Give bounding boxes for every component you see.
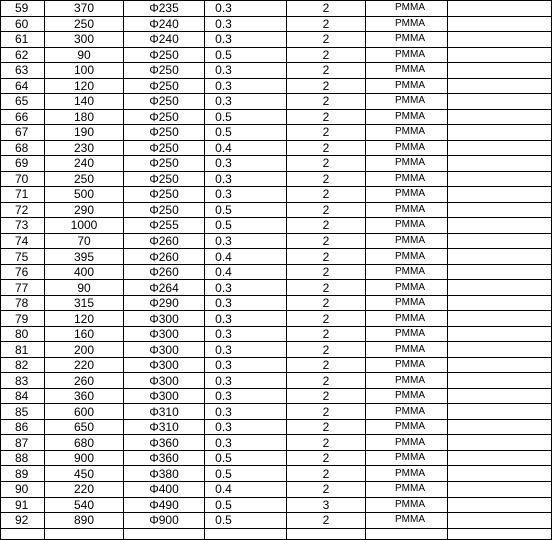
note-cell — [448, 481, 552, 497]
table-row — [1, 63, 552, 79]
thickness-cell: 0.4 — [205, 264, 287, 280]
row-number-cell: 87 — [1, 435, 45, 451]
table-row — [1, 481, 552, 497]
quantity-cell: 2 — [287, 1, 366, 17]
length-cell: 70 — [45, 233, 124, 249]
spec-table-body — [1, 1, 552, 540]
diameter-cell — [124, 528, 205, 539]
note-cell — [448, 32, 552, 48]
length-cell: 250 — [45, 171, 124, 187]
note-cell — [448, 295, 552, 311]
diameter-cell: Φ300 — [124, 357, 205, 373]
quantity-cell: 2 — [287, 280, 366, 296]
length-cell: 680 — [45, 435, 124, 451]
quantity-cell: 2 — [287, 513, 366, 529]
thickness-cell: 0.5 — [205, 513, 287, 529]
material-cell: PMMA — [366, 233, 448, 249]
row-number-cell: 60 — [1, 16, 45, 32]
note-cell — [448, 466, 552, 482]
table-row — [1, 528, 552, 539]
diameter-cell: Φ290 — [124, 295, 205, 311]
quantity-cell: 2 — [287, 156, 366, 172]
material-cell: PMMA — [366, 295, 448, 311]
row-number-cell: 75 — [1, 249, 45, 265]
length-cell: 160 — [45, 326, 124, 342]
diameter-cell: Φ250 — [124, 78, 205, 94]
thickness-cell: 0.3 — [205, 342, 287, 358]
diameter-cell: Φ250 — [124, 140, 205, 156]
quantity-cell: 2 — [287, 295, 366, 311]
length-cell: 540 — [45, 497, 124, 513]
thickness-cell: 0.3 — [205, 388, 287, 404]
diameter-cell: Φ300 — [124, 326, 205, 342]
quantity-cell: 2 — [287, 419, 366, 435]
note-cell — [448, 388, 552, 404]
diameter-cell: Φ235 — [124, 1, 205, 17]
thickness-cell: 0.3 — [205, 63, 287, 79]
note-cell — [448, 280, 552, 296]
row-number-cell: 77 — [1, 280, 45, 296]
length-cell: 650 — [45, 419, 124, 435]
row-number-cell: 73 — [1, 218, 45, 234]
thickness-cell: 0.3 — [205, 187, 287, 203]
row-number-cell: 80 — [1, 326, 45, 342]
material-cell — [366, 528, 448, 539]
row-number-cell: 91 — [1, 497, 45, 513]
note-cell — [448, 404, 552, 420]
length-cell — [45, 528, 124, 539]
quantity-cell: 2 — [287, 202, 366, 218]
length-cell: 890 — [45, 513, 124, 529]
note-cell — [448, 373, 552, 389]
row-number-cell: 74 — [1, 233, 45, 249]
note-cell — [448, 249, 552, 265]
row-number-cell: 59 — [1, 1, 45, 17]
quantity-cell: 2 — [287, 187, 366, 203]
note-cell — [448, 357, 552, 373]
row-number-cell: 81 — [1, 342, 45, 358]
material-cell: PMMA — [366, 109, 448, 125]
note-cell — [448, 233, 552, 249]
material-cell: PMMA — [366, 404, 448, 420]
quantity-cell: 2 — [287, 78, 366, 94]
quantity-cell: 2 — [287, 481, 366, 497]
quantity-cell: 2 — [287, 109, 366, 125]
thickness-cell: 0.3 — [205, 171, 287, 187]
table-row — [1, 295, 552, 311]
diameter-cell: Φ250 — [124, 187, 205, 203]
table-row — [1, 311, 552, 327]
diameter-cell: Φ250 — [124, 202, 205, 218]
row-number-cell: 86 — [1, 419, 45, 435]
thickness-cell: 0.5 — [205, 450, 287, 466]
diameter-cell: Φ240 — [124, 16, 205, 32]
thickness-cell: 0.5 — [205, 125, 287, 141]
length-cell: 370 — [45, 1, 124, 17]
material-cell: PMMA — [366, 497, 448, 513]
diameter-cell: Φ240 — [124, 32, 205, 48]
thickness-cell: 0.3 — [205, 94, 287, 110]
thickness-cell: 0.4 — [205, 249, 287, 265]
diameter-cell: Φ264 — [124, 280, 205, 296]
table-row — [1, 171, 552, 187]
material-cell: PMMA — [366, 187, 448, 203]
note-cell — [448, 187, 552, 203]
note-cell — [448, 47, 552, 63]
quantity-cell: 2 — [287, 450, 366, 466]
material-cell: PMMA — [366, 311, 448, 327]
length-cell: 250 — [45, 16, 124, 32]
quantity-cell — [287, 528, 366, 539]
diameter-cell: Φ255 — [124, 218, 205, 234]
diameter-cell: Φ260 — [124, 249, 205, 265]
thickness-cell: 0.3 — [205, 32, 287, 48]
diameter-cell: Φ310 — [124, 419, 205, 435]
note-cell — [448, 109, 552, 125]
table-row — [1, 47, 552, 63]
diameter-cell: Φ300 — [124, 311, 205, 327]
row-number-cell: 90 — [1, 481, 45, 497]
thickness-cell: 0.3 — [205, 311, 287, 327]
quantity-cell: 2 — [287, 373, 366, 389]
length-cell: 100 — [45, 63, 124, 79]
length-cell: 240 — [45, 156, 124, 172]
note-cell — [448, 450, 552, 466]
thickness-cell: 0.3 — [205, 78, 287, 94]
note-cell — [448, 16, 552, 32]
row-number-cell: 92 — [1, 513, 45, 529]
diameter-cell: Φ260 — [124, 264, 205, 280]
note-cell — [448, 125, 552, 141]
diameter-cell: Φ250 — [124, 109, 205, 125]
thickness-cell: 0.3 — [205, 280, 287, 296]
table-row — [1, 497, 552, 513]
row-number-cell: 69 — [1, 156, 45, 172]
table-row — [1, 156, 552, 172]
table-row — [1, 264, 552, 280]
length-cell: 120 — [45, 311, 124, 327]
table-row — [1, 202, 552, 218]
length-cell: 1000 — [45, 218, 124, 234]
table-row — [1, 78, 552, 94]
note-cell — [448, 528, 552, 539]
note-cell — [448, 156, 552, 172]
length-cell: 395 — [45, 249, 124, 265]
quantity-cell: 2 — [287, 47, 366, 63]
thickness-cell: 0.3 — [205, 16, 287, 32]
material-cell: PMMA — [366, 32, 448, 48]
material-cell: PMMA — [366, 280, 448, 296]
row-number-cell: 83 — [1, 373, 45, 389]
thickness-cell: 0.3 — [205, 326, 287, 342]
row-number-cell — [1, 528, 45, 539]
table-row — [1, 404, 552, 420]
length-cell: 450 — [45, 466, 124, 482]
length-cell: 140 — [45, 94, 124, 110]
material-cell: PMMA — [366, 218, 448, 234]
thickness-cell: 0.3 — [205, 435, 287, 451]
note-cell — [448, 419, 552, 435]
table-row — [1, 94, 552, 110]
quantity-cell: 2 — [287, 357, 366, 373]
diameter-cell: Φ250 — [124, 125, 205, 141]
length-cell: 315 — [45, 295, 124, 311]
row-number-cell: 72 — [1, 202, 45, 218]
material-cell: PMMA — [366, 388, 448, 404]
row-number-cell: 78 — [1, 295, 45, 311]
material-cell: PMMA — [366, 264, 448, 280]
diameter-cell: Φ380 — [124, 466, 205, 482]
quantity-cell: 2 — [287, 171, 366, 187]
note-cell — [448, 1, 552, 17]
note-cell — [448, 513, 552, 529]
length-cell: 230 — [45, 140, 124, 156]
material-cell: PMMA — [366, 63, 448, 79]
note-cell — [448, 435, 552, 451]
material-cell: PMMA — [366, 125, 448, 141]
material-cell: PMMA — [366, 47, 448, 63]
diameter-cell: Φ360 — [124, 450, 205, 466]
length-cell: 290 — [45, 202, 124, 218]
row-number-cell: 62 — [1, 47, 45, 63]
diameter-cell: Φ310 — [124, 404, 205, 420]
material-cell: PMMA — [366, 140, 448, 156]
quantity-cell: 2 — [287, 311, 366, 327]
length-cell: 500 — [45, 187, 124, 203]
row-number-cell: 67 — [1, 125, 45, 141]
row-number-cell: 82 — [1, 357, 45, 373]
thickness-cell: 0.3 — [205, 404, 287, 420]
table-row — [1, 466, 552, 482]
material-cell: PMMA — [366, 202, 448, 218]
diameter-cell: Φ900 — [124, 513, 205, 529]
table-row — [1, 109, 552, 125]
diameter-cell: Φ260 — [124, 233, 205, 249]
table-row — [1, 187, 552, 203]
table-row — [1, 373, 552, 389]
thickness-cell: 0.5 — [205, 466, 287, 482]
quantity-cell: 2 — [287, 94, 366, 110]
quantity-cell: 2 — [287, 125, 366, 141]
length-cell: 200 — [45, 342, 124, 358]
length-cell: 90 — [45, 280, 124, 296]
quantity-cell: 2 — [287, 404, 366, 420]
material-cell: PMMA — [366, 249, 448, 265]
note-cell — [448, 78, 552, 94]
row-number-cell: 76 — [1, 264, 45, 280]
quantity-cell: 2 — [287, 140, 366, 156]
length-cell: 300 — [45, 32, 124, 48]
table-row — [1, 125, 552, 141]
quantity-cell: 2 — [287, 16, 366, 32]
row-number-cell: 88 — [1, 450, 45, 466]
note-cell — [448, 202, 552, 218]
table-row — [1, 233, 552, 249]
table-row — [1, 419, 552, 435]
thickness-cell: 0.5 — [205, 497, 287, 513]
thickness-cell — [205, 528, 287, 539]
material-cell: PMMA — [366, 513, 448, 529]
material-cell: PMMA — [366, 156, 448, 172]
length-cell: 360 — [45, 388, 124, 404]
material-cell: PMMA — [366, 450, 448, 466]
table-row — [1, 218, 552, 234]
thickness-cell: 0.4 — [205, 481, 287, 497]
material-cell: PMMA — [366, 481, 448, 497]
table-row — [1, 326, 552, 342]
material-cell: PMMA — [366, 78, 448, 94]
thickness-cell: 0.3 — [205, 233, 287, 249]
row-number-cell: 84 — [1, 388, 45, 404]
length-cell: 600 — [45, 404, 124, 420]
length-cell: 260 — [45, 373, 124, 389]
material-cell: PMMA — [366, 1, 448, 17]
table-row — [1, 342, 552, 358]
quantity-cell: 2 — [287, 435, 366, 451]
quantity-cell: 2 — [287, 466, 366, 482]
row-number-cell: 79 — [1, 311, 45, 327]
diameter-cell: Φ490 — [124, 497, 205, 513]
quantity-cell: 2 — [287, 63, 366, 79]
table-row — [1, 357, 552, 373]
table-row — [1, 1, 552, 17]
thickness-cell: 0.3 — [205, 156, 287, 172]
row-number-cell: 85 — [1, 404, 45, 420]
length-cell: 220 — [45, 357, 124, 373]
quantity-cell: 2 — [287, 233, 366, 249]
table-row — [1, 388, 552, 404]
row-number-cell: 71 — [1, 187, 45, 203]
material-cell: PMMA — [366, 326, 448, 342]
note-cell — [448, 94, 552, 110]
diameter-cell: Φ250 — [124, 47, 205, 63]
thickness-cell: 0.3 — [205, 419, 287, 435]
row-number-cell: 65 — [1, 94, 45, 110]
thickness-cell: 0.3 — [205, 295, 287, 311]
material-cell: PMMA — [366, 373, 448, 389]
thickness-cell: 0.3 — [205, 357, 287, 373]
note-cell — [448, 311, 552, 327]
row-number-cell: 89 — [1, 466, 45, 482]
length-cell: 190 — [45, 125, 124, 141]
table-row — [1, 140, 552, 156]
quantity-cell: 2 — [287, 249, 366, 265]
row-number-cell: 66 — [1, 109, 45, 125]
note-cell — [448, 218, 552, 234]
note-cell — [448, 342, 552, 358]
row-number-cell: 68 — [1, 140, 45, 156]
length-cell: 180 — [45, 109, 124, 125]
quantity-cell: 2 — [287, 326, 366, 342]
note-cell — [448, 264, 552, 280]
diameter-cell: Φ250 — [124, 171, 205, 187]
row-number-cell: 70 — [1, 171, 45, 187]
diameter-cell: Φ250 — [124, 63, 205, 79]
thickness-cell: 0.5 — [205, 218, 287, 234]
thickness-cell: 0.5 — [205, 109, 287, 125]
thickness-cell: 0.5 — [205, 202, 287, 218]
table-row — [1, 450, 552, 466]
note-cell — [448, 326, 552, 342]
thickness-cell: 0.3 — [205, 1, 287, 17]
diameter-cell: Φ360 — [124, 435, 205, 451]
diameter-cell: Φ400 — [124, 481, 205, 497]
quantity-cell: 2 — [287, 388, 366, 404]
length-cell: 120 — [45, 78, 124, 94]
thickness-cell: 0.5 — [205, 47, 287, 63]
length-cell: 220 — [45, 481, 124, 497]
material-cell: PMMA — [366, 94, 448, 110]
table-row — [1, 513, 552, 529]
table-row — [1, 32, 552, 48]
diameter-cell: Φ300 — [124, 388, 205, 404]
quantity-cell: 3 — [287, 497, 366, 513]
row-number-cell: 64 — [1, 78, 45, 94]
material-cell: PMMA — [366, 357, 448, 373]
diameter-cell: Φ300 — [124, 342, 205, 358]
material-cell: PMMA — [366, 171, 448, 187]
note-cell — [448, 497, 552, 513]
quantity-cell: 2 — [287, 218, 366, 234]
material-cell: PMMA — [366, 16, 448, 32]
table-row — [1, 249, 552, 265]
quantity-cell: 2 — [287, 32, 366, 48]
row-number-cell: 61 — [1, 32, 45, 48]
length-cell: 90 — [45, 47, 124, 63]
thickness-cell: 0.3 — [205, 373, 287, 389]
thickness-cell: 0.4 — [205, 140, 287, 156]
quantity-cell: 2 — [287, 342, 366, 358]
diameter-cell: Φ300 — [124, 373, 205, 389]
note-cell — [448, 171, 552, 187]
length-cell: 900 — [45, 450, 124, 466]
material-cell: PMMA — [366, 342, 448, 358]
quantity-cell: 2 — [287, 264, 366, 280]
material-cell: PMMA — [366, 419, 448, 435]
row-number-cell: 63 — [1, 63, 45, 79]
table-row — [1, 280, 552, 296]
table-row — [1, 435, 552, 451]
material-cell: PMMA — [366, 466, 448, 482]
note-cell — [448, 140, 552, 156]
table-row — [1, 16, 552, 32]
diameter-cell: Φ250 — [124, 156, 205, 172]
material-cell: PMMA — [366, 435, 448, 451]
length-cell: 400 — [45, 264, 124, 280]
diameter-cell: Φ250 — [124, 94, 205, 110]
note-cell — [448, 63, 552, 79]
